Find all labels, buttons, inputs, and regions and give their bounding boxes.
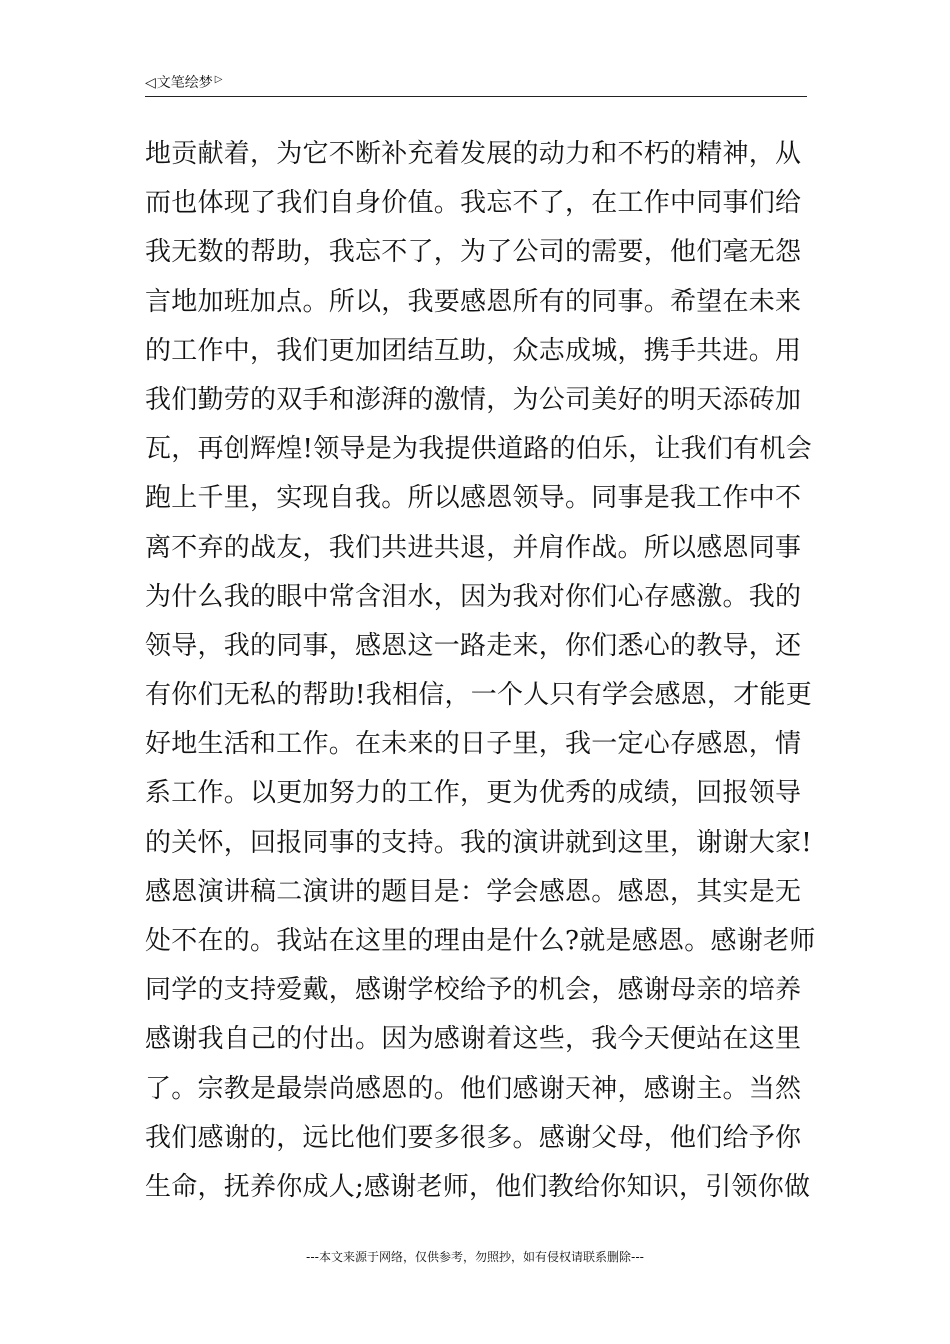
- text-line: 感恩演讲稿二演讲的题目是：学会感恩。感恩，其实是无: [145, 876, 802, 907]
- text-line: 感谢我自己的付出。因为感谢着这些，我今天便站在这里: [145, 1024, 802, 1055]
- text-line: 好地生活和工作。在未来的日子里，我一定心存感恩，情: [145, 729, 802, 760]
- right-triangle-outline-icon: ▷: [214, 74, 223, 85]
- text-line: 跑上千里，实现自我。所以感恩领导。同事是我工作中不: [145, 483, 802, 514]
- text-line: 有你们无私的帮助!我相信，一个人只有学会感恩，才能更: [145, 680, 812, 711]
- text-line: 而也体现了我们自身价值。我忘不了，在工作中同事们给: [145, 188, 802, 219]
- text-line: 同学的支持爱戴，感谢学校给予的机会，感谢母亲的培养: [145, 975, 802, 1006]
- page-header: [145, 72, 222, 94]
- text-line: 瓦，再创辉煌!领导是为我提供道路的伯乐，让我们有机会: [145, 434, 812, 465]
- text-line: 的关怀，回报同事的支持。我的演讲就到这里，谢谢大家!: [145, 827, 812, 858]
- header-divider: [145, 96, 807, 97]
- text-line: 离不弃的战友，我们共进共退，并肩作战。所以感恩同事: [145, 532, 802, 563]
- text-line: 系工作。以更加努力的工作，更为优秀的成绩，回报领导: [145, 778, 802, 809]
- text-line: 我们勤劳的双手和澎湃的激情，为公司美好的明天添砖加: [145, 384, 802, 415]
- text-line: 领导，我的同事，感恩这一路走来，你们悉心的教导，还: [145, 630, 802, 661]
- text-line: 为什么我的眼中常含泪水，因为我对你们心存感激。我的: [145, 581, 802, 612]
- text-line: 处不在的。我站在这里的理由是什么?就是感恩。感谢老师: [145, 926, 816, 956]
- left-triangle-outline-icon: ◁: [145, 75, 156, 91]
- text-line: 言地加班加点。所以，我要感恩所有的同事。希望在未来: [145, 286, 802, 317]
- text-line: 了。宗教是最崇尚感恩的。他们感谢天神，感谢主。当然: [145, 1073, 802, 1104]
- text-line: 的工作中，我们更加团结互助，众志成城，携手共进。用: [145, 335, 802, 366]
- text-line: 我们感谢的，远比他们要多很多。感谢父母，他们给予你: [145, 1122, 802, 1153]
- text-line: 生命，抚养你成人;感谢老师，他们教给你知识，引领你做: [145, 1171, 811, 1202]
- text-line: 地贡献着，为它不断补充着发展的动力和不朽的精神，从: [145, 139, 802, 169]
- body-text: [145, 130, 816, 1212]
- header-title: 文笔绘梦: [156, 75, 213, 91]
- text-line: 我无数的帮助，我忘不了，为了公司的需要，他们毫无怨: [145, 237, 802, 268]
- page-footer: ---本文来源于网络，仅供参考，勿照抄，如有侵权请联系删除---: [306, 1250, 644, 1264]
